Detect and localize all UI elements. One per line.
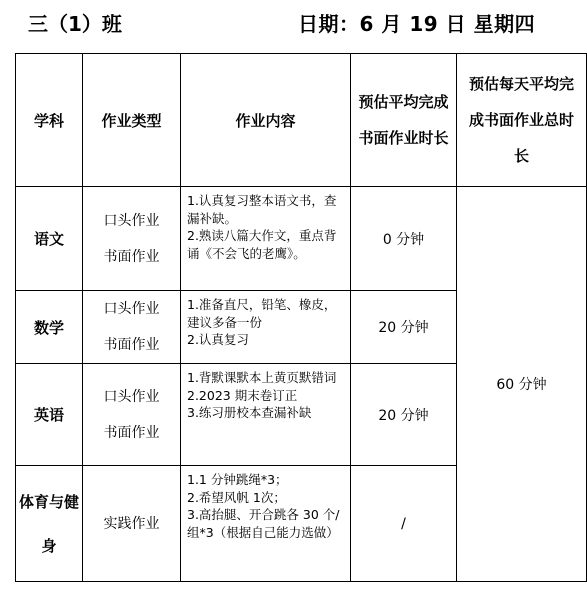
table-row [16,187,587,291]
time-cell: 20 分钟 [351,364,457,466]
content-cell [181,364,351,466]
type-cell [83,364,181,466]
time-cell: 20 分钟 [351,291,457,364]
homework-type: 实践作业 [103,515,160,532]
header-type: 作业类型 [83,54,181,187]
content-cell [181,291,351,364]
content-item: 1.背默课默本上黄页默错词 [187,370,337,385]
homework-table [15,53,587,582]
type-cell [83,466,181,582]
table-header-row [16,54,587,187]
total-time-cell: 60 分钟 [457,187,587,582]
subject-cell: 体育与健身 [16,466,83,582]
header-total-time: 预估每天平均完成书面作业总时长 [457,54,587,187]
content-item: 1.准备直尺，铅笔、橡皮，建议多备一份 [187,297,337,330]
date-line: 日期：6 月 19 日 星期四 [298,12,536,36]
content-item: 2.熟读八篇大作文，重点背诵《不会飞的老鹰》。 [187,228,337,261]
page-header [0,6,587,38]
type-cell [83,291,181,364]
time-cell: 0 分钟 [351,187,457,291]
content-item: 2.认真复习 [187,332,249,347]
content-item: 1.认真复习整本语文书，查漏补缺。 [187,193,337,226]
subject-cell: 语文 [16,187,83,291]
content-cell [181,466,351,582]
header-subject: 学科 [16,54,83,187]
content-item: 2.希望风帆 1次； [187,489,286,505]
header-avg-time: 预估平均完成书面作业时长 [351,54,457,187]
time-cell: / [351,466,457,582]
homework-type: 口头作业 [103,212,160,229]
class-title: 三（1）班 [28,12,122,36]
homework-type: 书面作业 [103,248,160,265]
subject-cell: 数学 [16,291,83,364]
homework-type: 口头作业 [103,388,160,405]
content-item: 3.练习册校本查漏补缺 [187,405,312,420]
header-content: 作业内容 [181,54,351,187]
subject-cell: 英语 [16,364,83,466]
content-item: 1.1 分钟跳绳*3； [187,472,288,487]
homework-type: 口头作业 [103,301,160,317]
content-cell [181,187,351,291]
homework-type: 书面作业 [103,424,160,441]
homework-type: 书面作业 [103,337,160,353]
content-item: 3.高抬腿、开合跳各 30 个/组*3（根据自己能力选做） [187,507,340,540]
content-item: 2.2023 期末卷订正 [187,387,298,403]
type-cell [83,187,181,291]
